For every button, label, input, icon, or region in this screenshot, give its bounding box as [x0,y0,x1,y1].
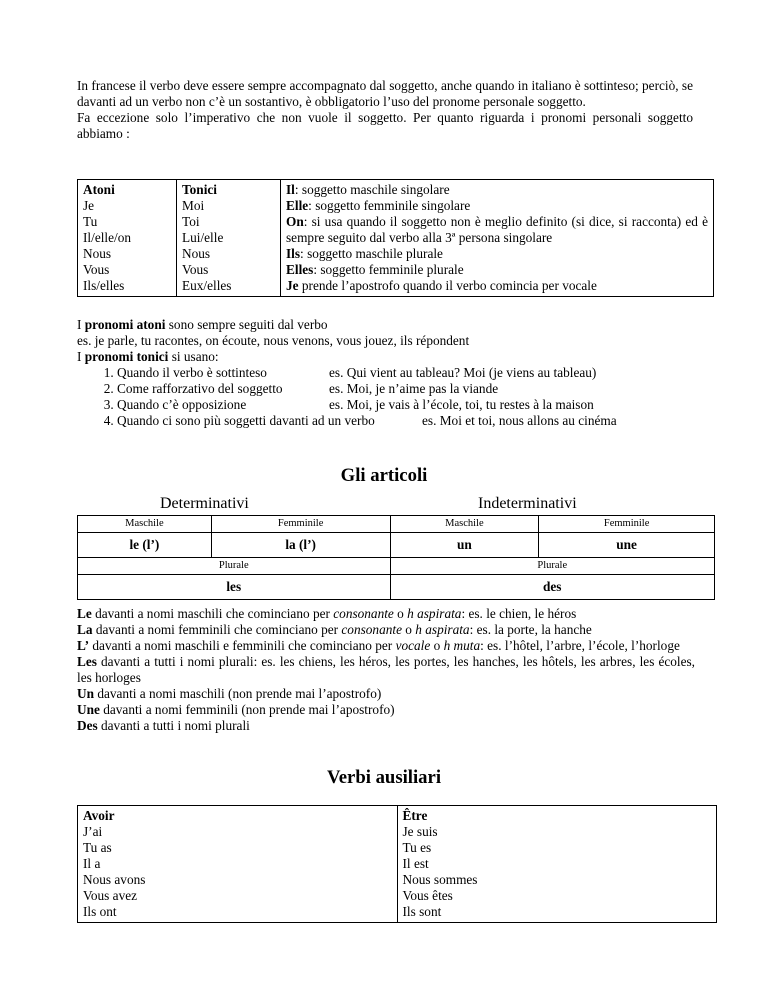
tonici-item: Nous [182,246,211,261]
article-une: une [539,533,715,558]
atoni-item: Je [83,198,95,213]
intro-text-1: In francese il verbo deve essere sempre accompagnato dal soggetto, anche quando in italiano è sottinteso; perciò, se davanti ad un verbo non c’è un sostantivo, è obbligatorio l’uso del pronome personale soggetto. [77,78,693,109]
tonici-usage-line: I pronomi tonici si usano: [77,349,219,364]
atoni-item: Ils/elles [83,278,125,293]
tonici-item: Eux/elles [182,278,232,293]
articles-table [77,515,715,600]
ind-masc-header: Maschile [390,516,539,533]
tonici-item: Toi [182,214,200,229]
note-elles: Elles: soggetto femminile plurale [286,262,464,277]
tonici-usage-list [77,365,717,429]
list-item: 3. Quando c’è opposizione es. Moi, je vais à l’école, toi, tu restes à la maison [117,397,717,413]
etre-form: Ils sont [402,904,442,919]
atoni-item: Nous [83,246,112,261]
rule-des: Des davanti a tutti i nomi plurali [77,718,250,733]
rule-les: Les davanti a tutti i nomi plurali: es. les chiens, les héros, les portes, les hanches, les hôtels, les arbres, les écoles, les horloges [77,654,695,685]
list-item: 4. Quando ci sono più soggetti davanti ad un verbo es. Moi et toi, nous allons au cinéma [117,413,717,429]
aux-verbs-heading: Verbi ausiliari [326,767,442,788]
intro-paragraph [77,78,693,142]
tonici-item: Vous [182,262,209,277]
aux-verbs-table [77,805,717,923]
notes-column [281,180,714,297]
etre-form: Je suis [402,824,438,839]
avoir-header: Avoir [83,808,115,823]
intro-text-2: Fa eccezione solo l’imperativo che non vuole il soggetto. Per quanto riguarda i pronomi personali soggetto abbiamo : [77,110,693,141]
list-item: 2. Come rafforzativo del soggetto es. Moi, je n’aime pas la viande [117,381,717,397]
tonici-item: Moi [182,198,205,213]
avoir-form: J’ai [83,824,103,839]
avoir-form: Il a [83,856,101,871]
atoni-column [78,180,177,297]
article-rules [77,606,695,734]
rule-l: L’ davanti a nomi maschili e femminili che cominciano per vocale o h muta: es. l’hôtel, l’arbre, l’école, l’horloge [77,638,680,653]
atoni-item: Vous [83,262,110,277]
article-un: un [390,533,539,558]
avoir-form: Vous avez [83,888,138,903]
etre-column [397,806,717,923]
etre-header: Être [402,808,428,823]
articles-heading: Gli articoli [340,465,428,486]
det-masc-header: Maschile [78,516,212,533]
det-fem-header: Femminile [211,516,390,533]
pronouns-table [77,179,714,297]
list-item: 1. Quando il verbo è sottinteso es. Qui vient au tableau? Moi (je viens au tableau) [117,365,717,381]
note-je: Je prende l’apostrofo quando il verbo comincia per vocale [286,278,597,293]
rule-la: La davanti a nomi femminili che cominciano per consonante o h aspirata: es. la porte, la hanche [77,622,592,637]
rule-le: Le davanti a nomi maschili che cominciano per consonante o h aspirata: es. le chien, le héros [77,606,577,621]
ind-plural-header: Plurale [390,558,715,575]
tonici-column [177,180,281,297]
etre-form: Nous sommes [402,872,478,887]
pronoun-usage [77,317,717,429]
etre-form: Vous êtes [402,888,453,903]
atoni-header: Atoni [83,182,115,197]
avoir-form: Tu as [83,840,112,855]
article-le: le (l’) [78,533,212,558]
atoni-example-line: es. je parle, tu racontes, on écoute, nous venons, vous jouez, ils répondent [77,333,470,348]
tonici-item: Lui/elle [182,230,224,245]
det-plural-header: Plurale [78,558,391,575]
article-la: la (l’) [211,533,390,558]
indeterminativi-heading: Indeterminativi [478,495,577,512]
atoni-usage-line: I pronomi atoni sono sempre seguiti dal verbo [77,317,328,332]
note-ils: Ils: soggetto maschile plurale [286,246,443,261]
determinativi-heading: Determinativi [160,495,249,512]
etre-form: Il est [402,856,429,871]
tonici-header: Tonici [182,182,217,197]
ind-fem-header: Femminile [539,516,715,533]
rule-une: Une davanti a nomi femminili (non prende mai l’apostrofo) [77,702,395,717]
note-elle: Elle: soggetto femminile singolare [286,198,471,213]
avoir-form: Ils ont [83,904,117,919]
atoni-item: Tu [83,214,98,229]
article-des: des [390,575,715,600]
note-il: Il: soggetto maschile singolare [286,182,450,197]
rule-un: Un davanti a nomi maschili (non prende mai l’apostrofo) [77,686,382,701]
avoir-form: Nous avons [83,872,146,887]
etre-form: Tu es [402,840,432,855]
note-on: On: si usa quando il soggetto non è meglio definito (si dice, si racconta) ed è sempre seguito dal verbo alla 3ª persona singolare [286,214,708,245]
atoni-item: Il/elle/on [83,230,131,245]
article-les: les [78,575,391,600]
avoir-column [78,806,398,923]
